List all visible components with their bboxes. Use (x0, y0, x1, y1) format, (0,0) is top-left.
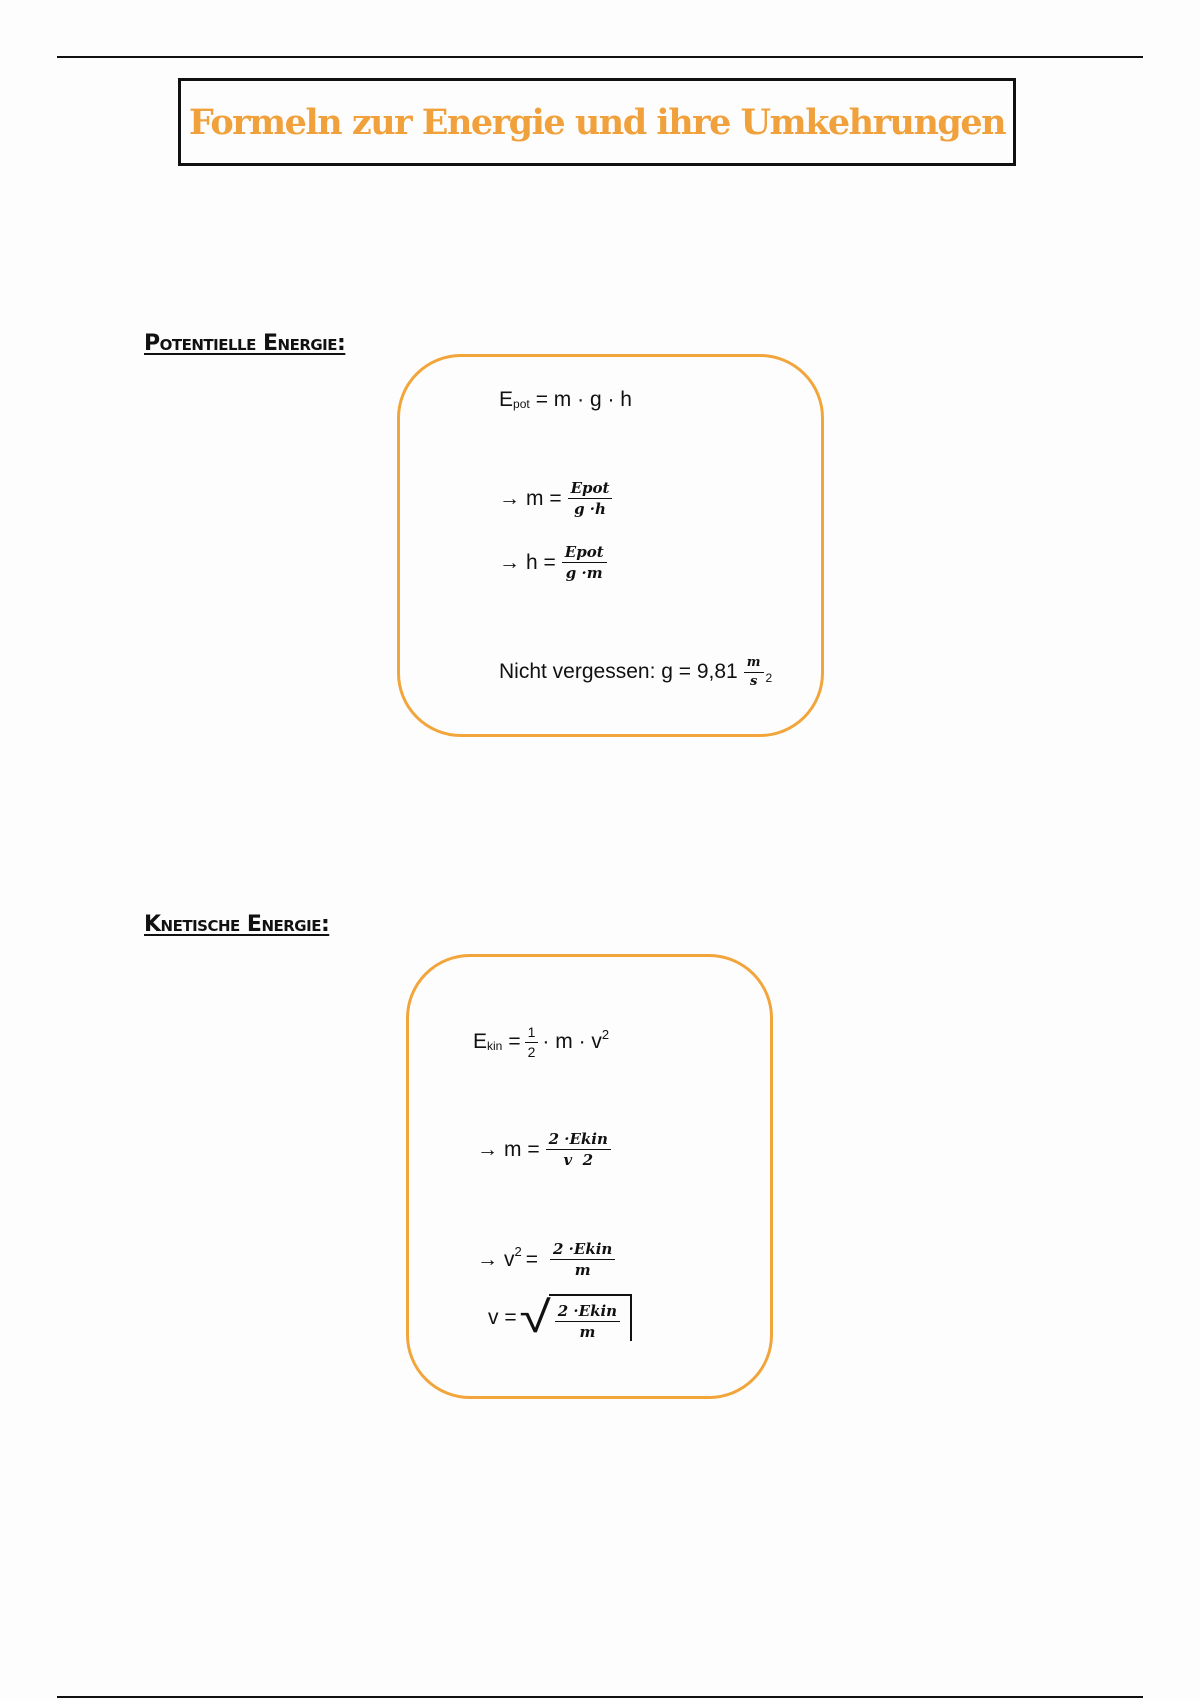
fraction-numerator: Epot (562, 543, 607, 563)
fraction-numerator: Epot (568, 479, 613, 499)
formula-m-kinetic (477, 1130, 611, 1169)
fraction-2ekin-m (555, 1302, 620, 1341)
fraction-2ekin-v2 (546, 1130, 611, 1169)
arrow-right-icon: → (499, 550, 520, 574)
fraction-numerator: 2 ·Ekin (550, 1240, 615, 1260)
fraction-numerator: 1 (525, 1024, 539, 1043)
h-lhs: h = (526, 550, 556, 574)
equals-sign: = (525, 1247, 538, 1271)
fraction-epot-gh (568, 479, 613, 518)
m-lhs: m = (526, 486, 562, 510)
square-root-icon: √ (518, 1292, 551, 1342)
epot-rhs: = m · g · h (535, 388, 632, 411)
fraction-numerator: m (744, 655, 764, 673)
formula-v2-kinetic (477, 1240, 615, 1279)
epot-subscript: pot (513, 397, 530, 411)
fraction-one-half (525, 1024, 539, 1061)
formula-m-potential (499, 479, 612, 518)
square-root (518, 1292, 632, 1342)
formula-ekin (473, 1024, 609, 1061)
fraction-2ekin-m (550, 1240, 615, 1279)
square-root-body (549, 1294, 632, 1341)
title-box (178, 78, 1016, 166)
gravity-note-text: Nicht vergessen: g = 9,81 (499, 660, 738, 684)
ekin-symbol: E (473, 1030, 488, 1054)
fraction-denominator: m (579, 1323, 596, 1341)
formula-epot (499, 388, 632, 412)
heading-potential-energy: Potentielle Energie: (144, 331, 346, 356)
fraction-numerator: 2 ·Ekin (546, 1130, 611, 1150)
m-lhs: m = (504, 1137, 540, 1161)
fraction-m-s (744, 655, 764, 689)
unit-exponent: 2 (765, 671, 773, 686)
ekin-subscript: kin (487, 1039, 503, 1054)
ekin-rhs: · m · v (542, 1030, 602, 1054)
v-exponent: 2 (514, 1244, 522, 1259)
formula-v-kinetic (488, 1294, 632, 1341)
gravity-note (499, 655, 772, 689)
page-title: Formeln zur Energie und ihre Umkehrungen (188, 101, 1006, 143)
fraction-denominator: m (574, 1261, 591, 1279)
fraction-denominator: 2 (527, 1043, 536, 1060)
fraction-denominator: g ·m (565, 564, 603, 582)
arrow-right-icon: → (477, 1137, 498, 1161)
v-exponent: 2 (601, 1026, 610, 1042)
top-rule (57, 56, 1143, 58)
fraction-denominator: g ·h (574, 500, 606, 518)
v-symbol: v (504, 1247, 515, 1271)
epot-symbol: E (499, 388, 514, 411)
heading-kinetic-energy: Knetische Energie: (144, 912, 330, 937)
v-lhs: v = (488, 1305, 517, 1329)
bottom-rule (57, 1696, 1143, 1698)
fraction-denominator: s (749, 673, 758, 689)
equals-sign: = (508, 1030, 521, 1054)
fraction-epot-gm (562, 543, 607, 582)
fraction-numerator: 2 ·Ekin (555, 1302, 620, 1322)
arrow-right-icon: → (477, 1247, 498, 1271)
arrow-right-icon: → (499, 486, 520, 510)
fraction-denominator: v 2 (563, 1151, 594, 1169)
formula-h-potential (499, 543, 607, 582)
